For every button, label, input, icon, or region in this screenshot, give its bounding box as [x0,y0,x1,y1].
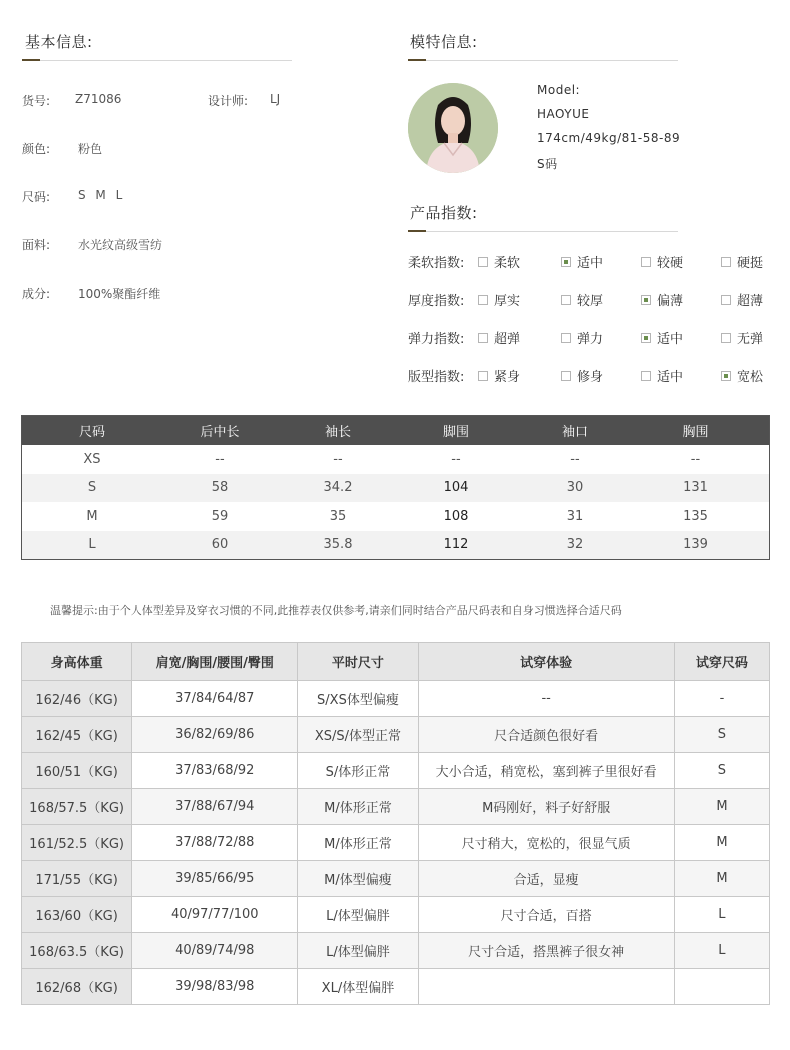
fitting-table-cell: M [674,825,769,861]
index-option-label: 柔软 [494,256,521,271]
model-avatar [408,83,498,173]
unchecked-box-icon [478,371,488,381]
model-label: Model: [537,83,581,97]
fitting-table-cell: 162/46（KG) [22,681,132,717]
fitting-table-cell: -- [418,681,674,717]
fitting-table-cell: M/体型偏瘦 [298,861,418,897]
fitting-table-cell: S/体形正常 [298,753,418,789]
index-option-label: 较硬 [657,256,684,271]
size-table-cell: 135 [683,508,708,524]
size-table-cell: 59 [211,508,229,524]
index-option-label: 较厚 [577,294,604,309]
unchecked-box-icon [478,333,488,343]
index-option-label: 适中 [657,370,684,385]
fitting-table-cell: 37/84/64/87 [132,681,298,717]
basic-info-divider [22,60,292,61]
fitting-table-cell: 39/85/66/95 [132,861,298,897]
index-option [641,252,683,271]
size-table-cell: 58 [211,480,229,496]
index-row [408,252,778,270]
index-option [721,328,763,347]
size-table-cell: S [87,480,97,496]
fitting-table-row [22,789,770,825]
size-table-cell: 32 [566,537,584,553]
fitting-table-cell: 尺合适颜色很好看 [418,717,674,753]
fitting-table-cell: 36/82/69/86 [132,717,298,753]
index-option [641,328,683,347]
fitting-table-cell: M [674,861,769,897]
index-option [478,366,520,385]
size-table-row [22,445,769,474]
fabric-label: 面料: [22,238,51,252]
index-option [478,252,520,271]
product-index-title: 产品指数: [410,204,478,222]
unchecked-box-icon [561,295,571,305]
fitting-table-header-cell: 肩宽/胸围/腰围/臀围 [132,643,298,681]
fitting-table-cell: S/XS体型偏瘦 [298,681,418,717]
unchecked-box-icon [478,257,488,267]
index-row-label: 柔软指数: [408,256,465,271]
fitting-table-cell: M/体形正常 [298,825,418,861]
size-value: S M L [78,188,126,202]
fitting-table-cell: L/体型偏胖 [298,897,418,933]
fitting-table-cell: 161/52.5（KG) [22,825,132,861]
size-table-cell: 35.8 [323,537,353,553]
index-option-label: 弹力 [577,332,604,347]
size-table-cell: -- [215,451,225,467]
fitting-table-cell: XS/S/体型正常 [298,717,418,753]
fitting-table-cell: XL/体型偏胖 [298,969,418,1005]
unchecked-box-icon [641,257,651,267]
index-option [561,290,603,309]
fitting-table-cell: L/体型偏胖 [298,933,418,969]
designer-label: 设计师: [208,94,249,108]
model-name: HAOYUE [537,107,590,121]
size-table [21,415,770,560]
designer-value: LJ [270,92,281,106]
fitting-table-cell: 160/51（KG) [22,753,132,789]
fitting-table-cell: S [674,717,769,753]
fitting-table-cell: 39/98/83/98 [132,969,298,1005]
fitting-table-cell: 162/68（KG) [22,969,132,1005]
fitting-table-cell: M [674,789,769,825]
checked-box-icon [721,371,731,381]
index-option [721,290,763,309]
fit-tip: 温馨提示:由于个人体型差异及穿衣习惯的不同,此推荐表仅供参考,请亲们同时结合产品尺码表和自身习惯选择合适尺码 [50,604,622,617]
fitting-table-cell: 162/45（KG) [22,717,132,753]
index-row [408,290,778,308]
fitting-table-row [22,753,770,789]
color-label: 颜色: [22,142,51,156]
model-info-title: 模特信息: [410,33,478,51]
fitting-table-row [22,933,770,969]
fitting-table-cell: 40/89/74/98 [132,933,298,969]
color-value: 粉色 [78,142,103,156]
size-table-header-cell: 袖口 [561,425,588,440]
size-table-row [22,474,769,503]
size-table-cell: -- [570,451,580,467]
size-table-cell: 30 [566,480,584,496]
index-option [641,366,683,385]
fitting-table-cell [418,969,674,1005]
index-option [721,252,763,271]
index-option [561,252,603,271]
fitting-table-row [22,861,770,897]
fitting-table-header-cell: 身高体重 [22,643,132,681]
fitting-table-row [22,681,770,717]
size-table-header-cell: 袖长 [324,425,351,440]
fitting-table-cell: 合适，显瘦 [418,861,674,897]
basic-info-title: 基本信息: [25,33,93,51]
fitting-table-cell: 37/83/68/92 [132,753,298,789]
fitting-table-cell: 168/57.5（KG) [22,789,132,825]
model-photo-icon [408,83,498,173]
size-table-cell: -- [333,451,343,467]
size-table-header-cell: 后中长 [200,425,240,440]
fitting-table-header [22,643,770,681]
size-table-cell: 131 [683,480,708,496]
fitting-table-cell: 尺寸稍大，宽松的，很显气质 [418,825,674,861]
size-table-cell: 139 [683,537,708,553]
fitting-table [21,642,770,1005]
model-info-divider [408,60,678,61]
size-table-header-cell: 胸围 [682,425,709,440]
index-option-label: 偏薄 [657,294,684,309]
index-option [641,290,683,309]
index-option [478,290,520,309]
fitting-table-header-cell: 试穿尺码 [674,643,769,681]
fitting-table-cell [674,969,769,1005]
size-label: 尺码: [22,190,51,204]
index-row-label: 厚度指数: [408,294,465,309]
index-option-label: 紧身 [494,370,521,385]
fitting-table-cell: M码刚好，料子好舒服 [418,789,674,825]
index-row [408,328,778,346]
size-table-cell: 60 [211,537,229,553]
fitting-table-cell: L [674,933,769,969]
size-table-cell: L [88,537,96,553]
fitting-table-cell: M/体形正常 [298,789,418,825]
fitting-table-cell: 40/97/77/100 [132,897,298,933]
fitting-table-cell: 尺寸合适，百搭 [418,897,674,933]
unchecked-box-icon [561,333,571,343]
size-table-row [22,531,769,560]
size-table-header [22,416,769,445]
fitting-table-row [22,897,770,933]
fitting-table-row [22,717,770,753]
fitting-table-cell: 163/60（KG) [22,897,132,933]
fitting-table-row [22,969,770,1005]
composition-label: 成分: [22,287,51,301]
unchecked-box-icon [641,371,651,381]
checked-box-icon [641,333,651,343]
fitting-table-cell: - [674,681,769,717]
size-table-row [22,502,769,531]
size-table-cell: 104 [443,480,469,496]
size-table-cell: -- [451,451,461,467]
size-table-header-cell: 脚围 [442,425,469,440]
size-table-cell: 112 [443,537,469,553]
index-option-label: 硬挺 [737,256,764,271]
index-option [561,328,603,347]
index-option-label: 适中 [657,332,684,347]
index-option [721,366,763,385]
fitting-table-cell: 尺寸合适，搭黑裤子很女神 [418,933,674,969]
item-no-label: 货号: [22,94,51,108]
index-option-label: 超弹 [494,332,521,347]
index-option-label: 宽松 [737,370,764,385]
size-table-cell: XS [83,451,101,467]
checked-box-icon [561,257,571,267]
unchecked-box-icon [561,371,571,381]
size-table-cell: M [86,508,98,524]
size-table-header-cell: 尺码 [78,425,105,440]
fitting-table-header-cell: 试穿体验 [418,643,674,681]
item-no-value: Z71086 [75,92,122,106]
size-table-cell: 108 [443,508,469,524]
product-index-divider [408,231,678,232]
fitting-table-cell: 168/63.5（KG) [22,933,132,969]
unchecked-box-icon [721,333,731,343]
index-option-label: 修身 [577,370,604,385]
fitting-table-cell: L [674,897,769,933]
index-option [561,366,603,385]
fitting-table-row [22,825,770,861]
index-option [478,328,520,347]
fitting-table-header-cell: 平时尺寸 [298,643,418,681]
unchecked-box-icon [721,257,731,267]
fabric-value: 水光纹高级雪纺 [78,238,163,252]
index-option-label: 无弹 [737,332,764,347]
index-row [408,366,778,384]
checked-box-icon [641,295,651,305]
fitting-table-cell: S [674,753,769,789]
fitting-table-cell: 171/55（KG) [22,861,132,897]
unchecked-box-icon [721,295,731,305]
size-table-cell: 31 [566,508,584,524]
composition-value: 100%聚酯纤维 [78,287,161,301]
model-measurements: 174cm/49kg/81-58-89 [537,131,681,145]
unchecked-box-icon [478,295,488,305]
fitting-table-cell: 37/88/67/94 [132,789,298,825]
index-row-label: 版型指数: [408,370,465,385]
index-option-label: 适中 [577,256,604,271]
size-table-cell: 35 [329,508,347,524]
size-table-cell: -- [690,451,701,467]
size-table-cell: 34.2 [323,480,353,496]
index-row-label: 弹力指数: [408,332,465,347]
index-option-label: 厚实 [494,294,521,309]
index-option-label: 超薄 [737,294,764,309]
fitting-table-cell: 37/88/72/88 [132,825,298,861]
fitting-table-cell: 大小合适，稍宽松，塞到裤子里很好看 [418,753,674,789]
model-size: S码 [537,157,558,171]
